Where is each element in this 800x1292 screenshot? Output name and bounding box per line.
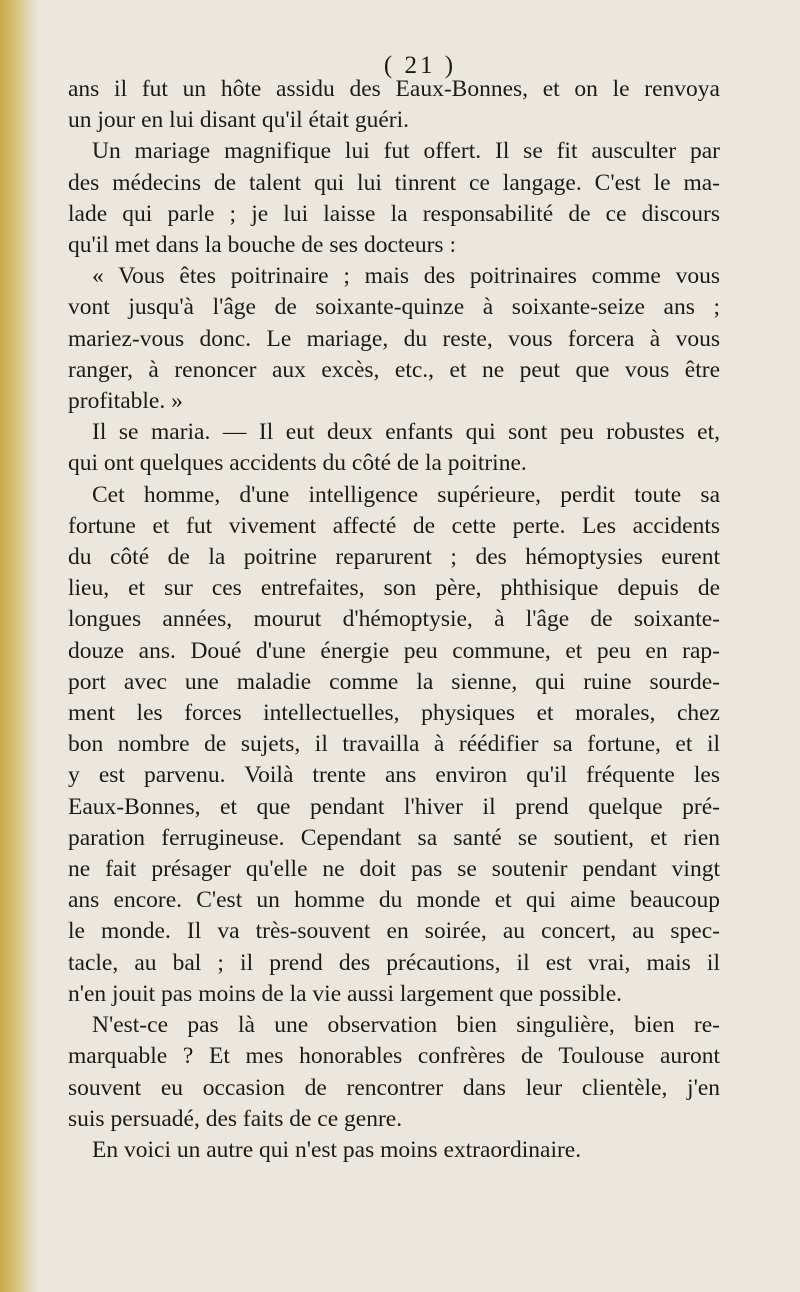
text-line: qui ont quelques accidents du côté de la poitrine. [68,450,527,477]
text-line: paration ferrugineuse. Cependant sa santé se soutient, et rien [68,824,720,851]
text-line: y est parvenu. Voilà trente ans environ qu'il fréquente les [68,762,720,789]
page-number: ( 21 ) [383,52,457,79]
text-line: suis persuadé, des faits de ce genre. [68,1105,403,1132]
text-line: ans encore. C'est un homme du monde et qui aime beaucoup [68,887,720,914]
text-line: lieu, et sur ces entrefaites, son père, phthisique depuis de [68,575,720,602]
text-line: ranger, à renoncer aux excès, etc., et ne peut que vous être [68,356,720,383]
text-line: Eaux-Bonnes, et que pendant l'hiver il prend quelque pré- [68,793,720,820]
text-line: n'en jouit pas moins de la vie aussi largement que possible. [68,980,622,1007]
text-line: du côté de la poitrine reparurent ; des hémoptysies eurent [68,544,720,571]
text-line: En voici un autre qui n'est pas moins extraordinaire. [92,1136,582,1163]
text-line: ans il fut un hôte assidu des Eaux-Bonnes, et on le renvoya [68,76,720,102]
text-line: souvent eu occasion de rencontrer dans leur clientèle, j'en [68,1074,720,1101]
text-line: longues années, mourut d'hémoptysie, à l'âge de soixante- [68,606,720,633]
text-line: ne fait présager qu'elle ne doit pas se soutenir pendant vingt [68,856,720,883]
text-line: lade qui parle ; je lui laisse la responsabilité de ce discours [68,200,720,227]
text-line: bon nombre de sujets, il travailla à réédifier sa fortune, et il [68,731,720,758]
text-line: mariez-vous donc. Le mariage, du reste, vous forcera à vous [68,325,720,352]
text-line: douze ans. Doué d'une énergie peu commune, et peu en rap- [68,637,720,664]
binding-edge [0,0,40,1292]
text-line: qu'il met dans la bouche de ses docteurs : [68,232,456,259]
text-line: port avec une maladie comme la sienne, qui ruine sourde- [68,668,720,695]
text-line: un jour en lui disant qu'il était guéri. [68,107,410,134]
book-page [40,0,800,1292]
text-line: ment les forces intellectuelles, physiques et morales, chez [68,700,720,727]
text-line: Cet homme, d'une intelligence supérieure, perdit toute sa [92,481,720,508]
text-line: N'est-ce pas là une observation bien singulière, bien re- [92,1012,720,1039]
text-line: profitable. » [68,388,183,415]
text-line: tacle, au bal ; il prend des précautions, il est vrai, mais il [68,949,720,976]
text-line: le monde. Il va très-souvent en soirée, au concert, au spec- [68,918,720,945]
text-line: Il se maria. — Il eut deux enfants qui sont peu robustes et, [92,419,720,446]
text-line: vont jusqu'à l'âge de soixante-quinze à soixante-seize ans ; [68,294,720,321]
body-text [68,74,720,1166]
text-line: « Vous êtes poitrinaire ; mais des poitrinaires comme vous [92,263,720,290]
text-line: Un mariage magnifique lui fut offert. Il se fit ausculter par [92,138,720,165]
text-line: marquable ? Et mes honorables confrères de Toulouse auront [68,1043,720,1070]
text-line: fortune et fut vivement affecté de cette perte. Les accidents [68,512,720,539]
text-line: des médecins de talent qui lui tinrent ce langage. C'est le ma- [68,169,720,196]
